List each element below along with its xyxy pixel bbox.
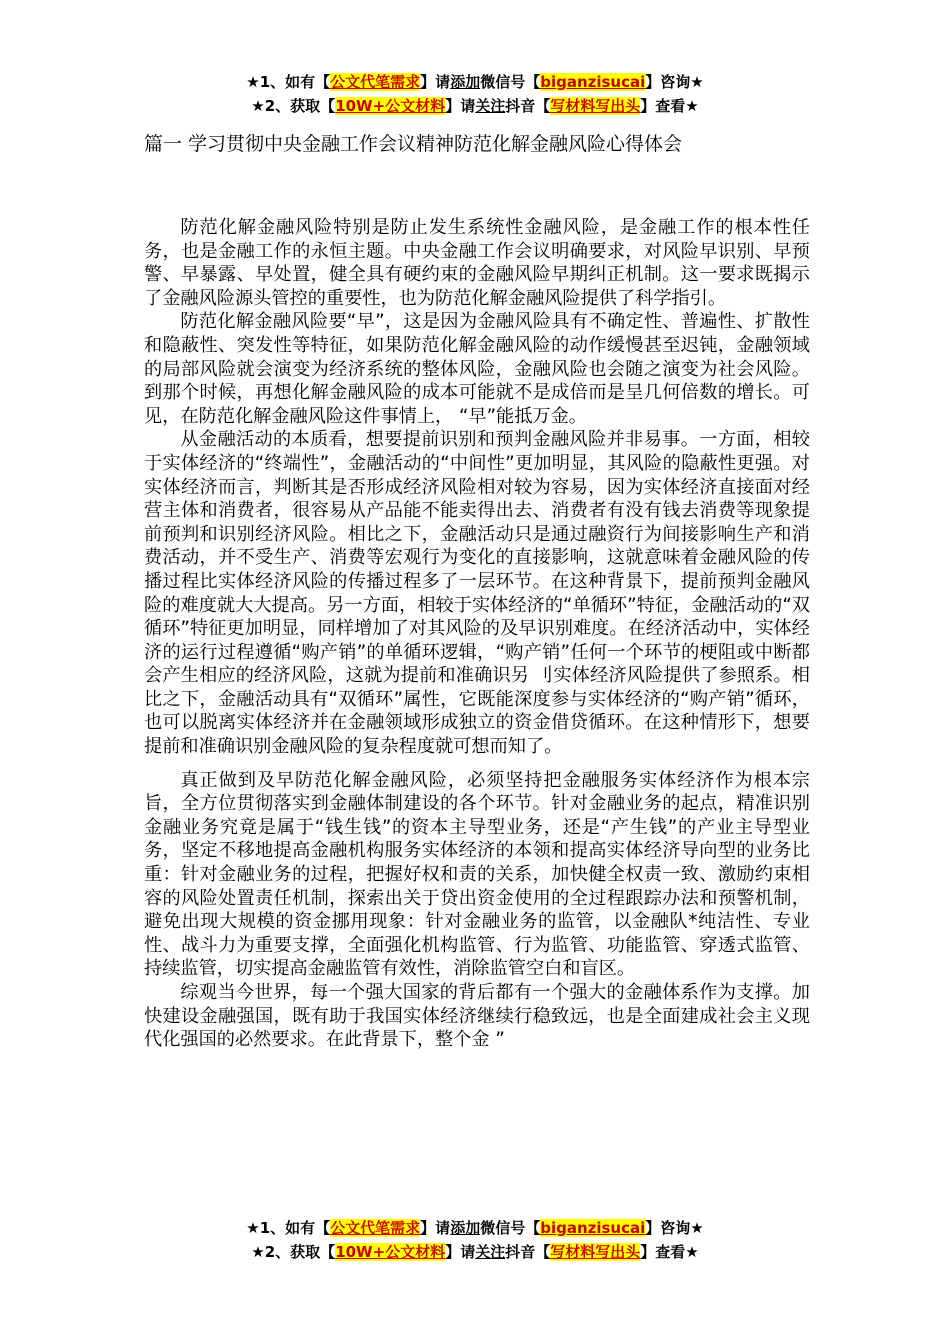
- promo-highlight: 公文代笔需求: [330, 1219, 421, 1237]
- promo-text: 抖音【: [505, 97, 551, 115]
- promo-highlight: 10W+公文材料: [335, 97, 446, 115]
- body-paragraph: 真正做到及早防范化解金融风险，必须坚持把金融服务实体经济作为根本宗旨，全方位贯彻落实到金融体制建设的各个环节。针对金融业务的起点，精准识别金融业务究竟是属于“钱生钱”的资本主导型业务，还是“产生钱”的产业主导型业务，坚定不移地提高金融机构服务实体经济的本领和提高实体经济导向型的业务比重：针对金融业务的过程，把握好权和责的关系，加快健全权责一致、激励约束相容的风险处置责任机制，探索出关于贷出资金使用的全过程跟踪办法和预警机制，避免出现大规模的资金挪用现象：针对金融业务的监管，以金融队*纯洁性、专业性、战斗力为重要支撑，全面强化机构监管、行为监管、功能监管、穿透式监管、持续监管，切实提高金融监管有效性，消除监管空白和盲区。: [144, 769, 810, 980]
- document-body: [144, 216, 810, 1052]
- promo-wechat-id: biganzisucai: [540, 73, 646, 91]
- promo-text: ★2、获取【: [251, 97, 336, 115]
- promo-text: 】咨询★: [645, 1219, 704, 1237]
- body-paragraph: 防范化解金融风险特别是防止发生系统性金融风险，是金融工作的根本性任务，也是金融工作的永恒主题。中央金融工作会议明确要求，对风险早识别、早预警、早暴露、早处置，健全具有硬约束的金融风险早期纠正机制。这一要求既揭示了金融风险源头管控的重要性，也为防范化解金融风险提供了科学指引。: [144, 217, 810, 309]
- promo-line-2: [0, 94, 950, 118]
- promo-highlight: 10W+公文材料: [335, 1243, 446, 1261]
- promo-text: 】查看★: [640, 97, 699, 115]
- body-paragraph: 从金融活动的本质看，想要提前识别和预判金融风险并非易事。一方面，相较于实体经济的“终端性”，金融活动的“中间性”更加明显，其风险的隐蔽性更强。对实体经济而言，判断其是否形成经济风险相对较为容易，因为实体经济直接面对经营主体和消费者，很容易从产品能不能卖得出去、消费者有没有钱去消费等现象提前预判和识别经济风险。相比之下，金融活动只是通过融资行为间接影响生产和消费活动，并不受生产、消费等宏观行为变化的直接影响，这就意味着金融风险的传播过程比实体经济风险的传播过程多了一层环节。在这种背景下，提前预判金融风险的难度就大大提高。另一方面，相较于实体经济的“单循环”特征，金融活动的“双循环”特征更加明显，同样增加了对其风险的及早识别难度。在经济活动中，实体经济的运行过程遵循“购产销”的单循环逻辑，“购产销”任何一个环节的梗阻或中断都会产生相应的经济风险，这就为提前和准确识另 刂实体经济风险提供了参照系。相比之下，金融活动具有“双循环”属性，它既能深度参与实体经济的“购产销”循环，也可以脱离实体经济并在金融领域形成独立的资金借贷循环。在这种情形下，想要提前和准确识别金融风险的复杂程度就可想而知了。: [144, 429, 810, 758]
- promo-text: ★2、获取【: [251, 1243, 336, 1261]
- promo-line-1: [0, 1216, 950, 1240]
- promo-text: 】请: [420, 1219, 451, 1237]
- promo-text: 】请: [445, 97, 476, 115]
- promo-text: ★1、如有【: [246, 73, 331, 91]
- promo-line-1: [0, 70, 950, 94]
- promo-banner-bottom: [0, 1216, 950, 1264]
- promo-douyin-id: 写材料写出头: [550, 1243, 641, 1261]
- promo-wechat-id: biganzisucai: [540, 1219, 646, 1237]
- promo-douyin-id: 写材料写出头: [550, 97, 641, 115]
- promo-text: 】请: [445, 1243, 476, 1261]
- promo-highlight: 公文代笔需求: [330, 73, 421, 91]
- promo-underline: 添加: [450, 1219, 481, 1237]
- promo-underline: 关注: [475, 97, 506, 115]
- promo-underline: 添加: [450, 73, 481, 91]
- promo-text: 抖音【: [505, 1243, 551, 1261]
- promo-line-2: [0, 1240, 950, 1264]
- promo-text: 微信号【: [480, 73, 541, 91]
- promo-banner-top: [0, 70, 950, 118]
- promo-underline: 关注: [475, 1243, 506, 1261]
- promo-text: 】请: [420, 73, 451, 91]
- promo-text: 】查看★: [640, 1243, 699, 1261]
- promo-text: 】咨询★: [645, 73, 704, 91]
- body-paragraph: 综观当今世界，每一个强大国家的背后都有一个强大的金融体系作为支撑。加快建设金融强国，既有助于我国实体经济继续行稳致远，也是全面建成社会主义现代化强国的必然要求。在此背景下，整个金 ”: [144, 982, 810, 1051]
- promo-text: 微信号【: [480, 1219, 541, 1237]
- body-paragraph: 防范化解金融风险要“早”，这是因为金融风险具有不确定性、普遍性、扩散性和隐蔽性、突发性等特征，如果防范化解金融风险的动作缓慢甚至迟钝，金融领域的局部风险就会演变为经济系统的整体风险，金融风险也会随之演变为社会风险。到那个时候，再想化解金融风险的成本可能就不是成倍而是呈几何倍数的增长。可见，在防范化解金融风险这件事情上， “早”能抵万金。: [144, 311, 810, 427]
- promo-text: ★1、如有【: [246, 1219, 331, 1237]
- document-title: 篇一 学习贯彻中央金融工作会议精神防范化解金融风险心得体会: [144, 133, 683, 155]
